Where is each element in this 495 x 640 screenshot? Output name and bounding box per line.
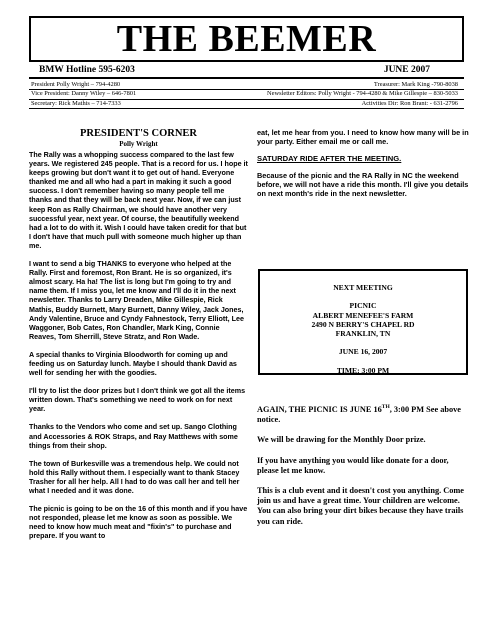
saturday-ride-heading: SATURDAY RIDE AFTER THE MEETING. xyxy=(257,154,402,164)
president-info: President Polly Wright – 794-4280 xyxy=(31,81,121,88)
officers-list xyxy=(29,81,464,109)
meeting-address: 2490 N BERRY'S CHAPEL RD xyxy=(311,319,415,329)
meeting-time: TIME: 3:00 PM xyxy=(336,365,390,375)
next-meeting-heading: NEXT MEETING xyxy=(333,283,393,292)
secretary-info: Secretary: Rick Mathis – 714-7333 xyxy=(31,99,121,107)
treasurer-info: Treasurer: Mark King -790-8038 xyxy=(373,81,458,88)
masthead xyxy=(29,16,464,62)
paragraph: The town of Burkesville was a tremendous help. We could not hold this Rally without them. I especially want to thank Stacey Trasher for all her help. All I had to do was call her and tell her what I needed and it was done. xyxy=(29,459,240,495)
officer-row xyxy=(29,100,464,109)
paragraph: I'll try to list the door prizes but I don't think we got all the items written down. That's something we need to work on for next year. xyxy=(29,387,246,414)
officer-row xyxy=(29,90,464,99)
door-prize-note: We will be drawing for the Monthly Door prize. xyxy=(257,435,426,445)
meeting-city: FRANKLIN, TN xyxy=(335,329,391,339)
newsletter-title: THE BEEMER xyxy=(116,18,377,60)
hotline-number: BMW Hotline 595-6203 xyxy=(39,65,135,75)
donate-note: If you have anything you would like donate for a door, please let me know. xyxy=(257,455,449,475)
saturday-ride-text: Because of the picnic and the RA Rally in NC the weekend before, we will not have a ride this month. I'll give you details on next month's ride in the next newsletter. xyxy=(257,171,469,199)
activities-director-info: Activities Dir: Ron Brant: - 631-2796 xyxy=(361,99,458,107)
right-column xyxy=(257,128,469,207)
paragraph: A special thanks to Virginia Bloodworth for coming up and feeding us on Saturday lunch. Maybe I should thank David as well for sending her with the goodies. xyxy=(29,350,237,378)
meeting-event: PICNIC xyxy=(349,301,377,311)
vice-president-info: Vice President: Danny Wiley – 646-7801 xyxy=(31,90,137,98)
picnic-reminder-text: AGAIN, THE PICNIC IS JUNE 16 xyxy=(257,405,382,414)
paragraph: I want to send a big THANKS to everyone who helped at the Rally. First and foremost, Ron Brant. He is so organized, it's almost scary. Ha ha! The list is long but I'm going to try and name them. If I miss you, let me know and I'll do it in the next newsletter. Thanks to Larry Dreaden, Mike Gillespie, Rick Mathis, Buddy Burnett, Mary Burnett, Danny Wiley, Jack Jones, Andy Valentine, Bruce and Cyndy Fahnestock, Terry Elliott, Lee Waggoner, Bob Cates, Ron Chandler, Mark King, Connie Reaves, Tom Sherrill, Steve Stratz, and Ron Wade. xyxy=(29,260,244,341)
meeting-location: ALBERT MENEFEE'S FARM xyxy=(312,310,414,320)
picnic-reminder-tail: , 3:00 PM See above notice. xyxy=(257,405,461,425)
continued-paragraph: eat, let me hear from you. I need to know how many will be in your party. Either email me or call me. xyxy=(257,128,469,147)
issue-date: JUNE 2007 xyxy=(383,65,430,75)
club-event-note: This is a club event and it doesn't cost you anything. Come join us and have a great time. Your children are welcome. You can also bring your dirt bikes because they have trails you can ride. xyxy=(257,486,464,526)
byline: Polly Wright xyxy=(119,140,158,148)
paragraph: The Rally was a whopping success compared to the last few years. We registered 245 people. That is a record for us. I hope it keeps growing but don't want it to get out of hand. Everyone thanked me and all who had a part in making it such a good success. I don't remember having so many people tell me thanks and that they will be back next year. Now, if we can just keep Ron as Rally Chairman, we should have another very successful year, next year. Of course, the beautifully weekend had a lot to do with it. Wish I could have taken credit for that but I don't have that much pull with someone much higher up than me. xyxy=(29,151,248,250)
ordinal-suffix: TH xyxy=(381,404,390,411)
editors-info: Newsletter Editors: Polly Wright - 794-4280 & Mike Gillespie – 830-5033 xyxy=(267,90,458,98)
presidents-corner-column xyxy=(29,128,248,550)
picnic-reminder xyxy=(257,405,469,425)
notes-column xyxy=(257,405,469,537)
paragraph: Thanks to the Vendors who come and set up. Sango Clothing and Accessories & ROK Straps, and Ray Matthews with some things from their shop. xyxy=(29,423,238,450)
meeting-date: JUNE 16, 2007 xyxy=(338,347,388,357)
presidents-corner-heading: PRESIDENT'S CORNER xyxy=(80,128,197,139)
paragraph: The picnic is going to be on the 16 of this month and if you have not responded, please let me know as soon as possible. We need to know how much meat and "fixin's" to purchase and prepare. If you want to xyxy=(29,505,248,541)
hotline-bar xyxy=(29,65,464,79)
next-meeting-box xyxy=(258,269,468,375)
officer-row xyxy=(29,81,464,90)
